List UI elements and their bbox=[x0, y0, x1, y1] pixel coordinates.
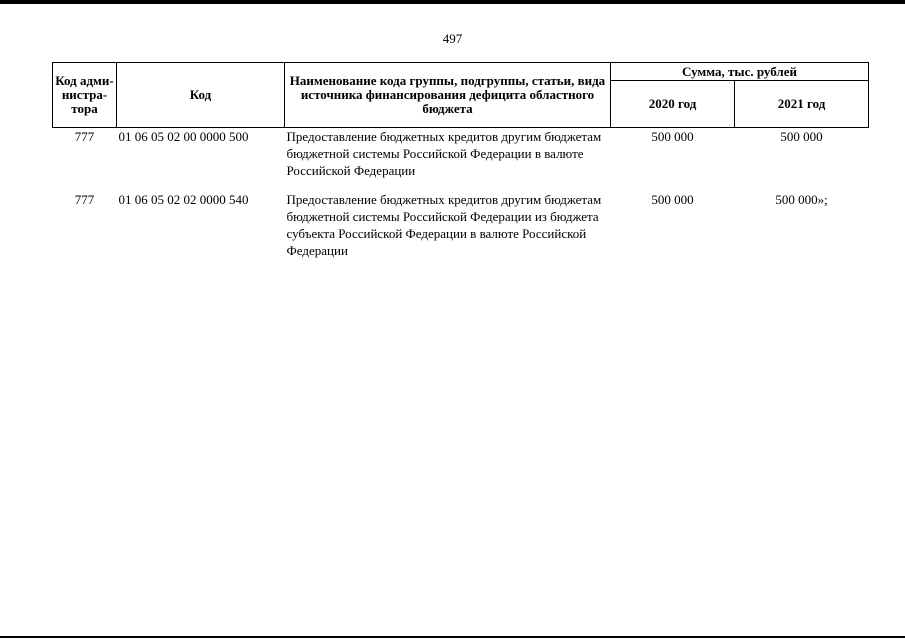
header-sum: Сумма, тыс. рублей bbox=[611, 63, 869, 81]
cell-name: Предоставление бюджетных кредитов другим бюджетам бюджетной системы Российской Федерации в валюте Российской Федерации bbox=[286, 129, 602, 178]
bottom-border-line bbox=[0, 636, 905, 638]
header-year-2021: 2021 год bbox=[735, 81, 869, 128]
page-number: 497 bbox=[442, 31, 463, 46]
cell-value-2020: 500 000 bbox=[651, 192, 694, 207]
header-name: Наименование кода группы, подгруппы, статьи, вида источника финансирования дефицита областного бюджета bbox=[285, 63, 611, 128]
top-border-line bbox=[0, 0, 905, 4]
cell-admin-code: 777 bbox=[74, 192, 95, 207]
cell-name: Предоставление бюджетных кредитов другим бюджетам бюджетной системы Российской Федерации из бюджета субъекта Российской Федерации в валюте Российской Федерации bbox=[286, 192, 602, 258]
header-year-2020: 2020 год bbox=[611, 81, 735, 128]
table-row bbox=[53, 179, 869, 259]
financing-sources-table bbox=[52, 62, 869, 259]
cell-code: 01 06 05 02 00 0000 500 bbox=[118, 129, 249, 144]
cell-value-2021: 500 000 bbox=[780, 129, 823, 144]
cell-value-2020: 500 000 bbox=[651, 129, 694, 144]
cell-admin-code: 777 bbox=[74, 129, 95, 144]
table-row bbox=[53, 128, 869, 180]
cell-code: 01 06 05 02 02 0000 540 bbox=[118, 192, 249, 207]
header-code: Код bbox=[117, 63, 285, 128]
header-row-1 bbox=[53, 63, 869, 81]
cell-value-2021: 500 000»; bbox=[775, 192, 828, 207]
header-admin-code: Код адми-нистра-тора bbox=[53, 63, 117, 128]
